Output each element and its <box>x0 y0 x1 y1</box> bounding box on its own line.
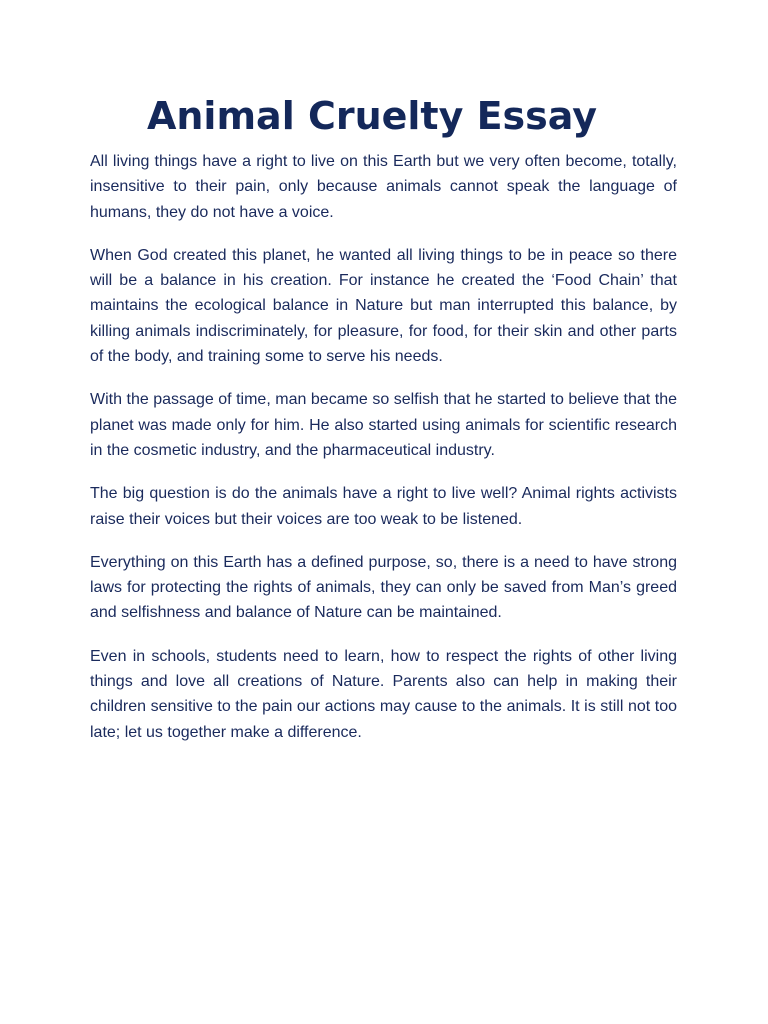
essay-paragraph: When God created this planet, he wanted all living things to be in peace so there will be a balance in his creation. For instance he created the ‘Food Chain’ that maintains the ecological balance in Nature but man interrupted this balance, by killing animals indiscriminately, for pleasure, for food, for their skin and other parts of the body, and training some to serve his needs. <box>90 246 677 366</box>
essay-paragraph: Even in schools, students need to learn, how to respect the rights of other living things and love all creations of Nature. Parents also can help in making their children sensitive to the pain our actions may cause to the animals. It is still not too late; let us together make a difference. <box>90 647 677 741</box>
essay-body <box>90 149 677 763</box>
document-title: Animal Cruelty Essay <box>146 94 598 138</box>
essay-paragraph: The big question is do the animals have a right to live well? Animal rights activists raise their voices but their voices are too weak to be listened. <box>90 485 677 528</box>
essay-paragraph: With the passage of time, man became so selfish that he started to believe that the planet was made only for him. He also started using animals for scientific research in the cosmetic industry, and the pharmaceutical industry. <box>90 391 677 459</box>
essay-paragraph: Everything on this Earth has a defined purpose, so, there is a need to have strong laws for protecting the rights of animals, they can only be saved from Man’s greed and selfishness and balance of Nature can be maintained. <box>90 553 677 622</box>
essay-paragraph: All living things have a right to live on this Earth but we very often become, totally, insensitive to their pain, only because animals cannot speak the language of humans, they do not have a voice. <box>90 153 677 221</box>
